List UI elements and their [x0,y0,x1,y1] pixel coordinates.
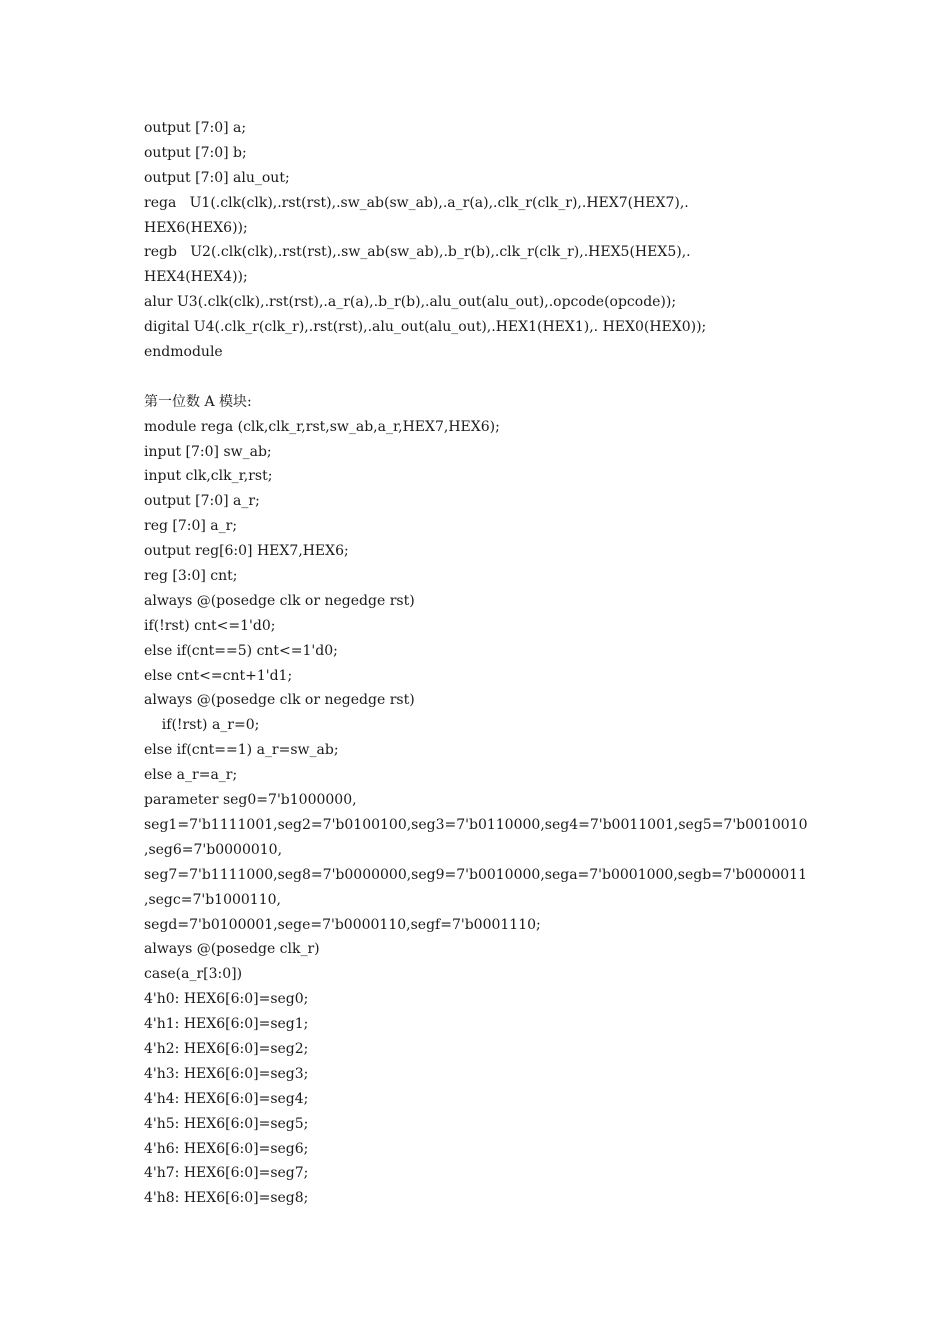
code-line: else if(cnt==5) cnt<=1'd0; [144,642,338,659]
code-line: HEX6(HEX6)); [144,219,248,236]
code-line: always @(posedge clk or negedge rst) [144,692,415,709]
code-line: output reg[6:0] HEX7,HEX6; [144,543,349,560]
code-line: reg [3:0] cnt; [144,568,238,585]
code-line: else cnt<=cnt+1'd1; [144,667,293,684]
code-line: seg7=7'b1111000,seg8=7'b0000000,seg9=7'b0010000,sega=7'b0001000,segb=7'b0000011 [144,866,807,883]
code-line: 4'h4: HEX6[6:0]=seg4; [144,1090,309,1107]
code-line: 4'h5: HEX6[6:0]=seg5; [144,1115,309,1132]
code-line: if(!rst) cnt<=1'd0; [144,617,276,634]
code-line: 第一位数 A 模块: [144,393,252,410]
code-line: always @(posedge clk or negedge rst) [144,592,415,609]
code-line [144,365,814,390]
code-line: seg1=7'b1111001,seg2=7'b0100100,seg3=7'b0110000,seg4=7'b0011001,seg5=7'b0010010 [144,816,808,833]
code-line: segd=7'b0100001,sege=7'b0000110,segf=7'b0001110; [144,916,541,933]
code-line: 4'h6: HEX6[6:0]=seg6; [144,1140,309,1157]
code-line: output [7:0] a_r; [144,493,260,510]
code-line: regb U2(.clk(clk),.rst(rst),.sw_ab(sw_ab),.b_r(b),.clk_r(clk_r),.HEX5(HEX5),. [144,244,691,261]
code-line: 4'h0: HEX6[6:0]=seg0; [144,991,309,1008]
code-line: digital U4(.clk_r(clk_r),.rst(rst),.alu_out(alu_out),.HEX1(HEX1),. HEX0(HEX0)); [144,319,707,336]
code-line: module rega (clk,clk_r,rst,sw_ab,a_r,HEX7,HEX6); [144,418,500,435]
code-line: else a_r=a_r; [144,767,238,784]
code-line: else if(cnt==1) a_r=sw_ab; [144,742,339,759]
code-line: case(a_r[3:0]) [144,966,243,983]
code-line: input clk,clk_r,rst; [144,468,273,485]
code-line: if(!rst) a_r=0; [144,717,260,734]
code-line: output [7:0] a; [144,120,247,136]
code-line: output [7:0] b; [144,144,247,161]
code-line: 4'h1: HEX6[6:0]=seg1; [144,1016,309,1033]
code-line: 4'h2: HEX6[6:0]=seg2; [144,1040,309,1057]
code-line: ,seg6=7'b0000010, [144,841,283,858]
code-line: ,segc=7'b1000110, [144,891,281,908]
code-line: alur U3(.clk(clk),.rst(rst),.a_r(a),.b_r(b),.alu_out(alu_out),.opcode(opcode)); [144,294,677,311]
code-line: always @(posedge clk_r) [144,941,320,958]
code-line: 4'h8: HEX6[6:0]=seg8; [144,1190,309,1207]
code-line: rega U1(.clk(clk),.rst(rst),.sw_ab(sw_ab),.a_r(a),.clk_r(clk_r),.HEX7(HEX7),. [144,194,689,211]
code-line: HEX4(HEX4)); [144,269,248,286]
code-listing [144,116,814,1211]
code-line: parameter seg0=7'b1000000, [144,792,357,809]
code-line: 4'h3: HEX6[6:0]=seg3; [144,1065,309,1082]
code-line: 4'h7: HEX6[6:0]=seg7; [144,1165,309,1182]
code-line: endmodule [144,344,223,361]
code-line: output [7:0] alu_out; [144,169,290,186]
code-line: input [7:0] sw_ab; [144,443,272,460]
code-line: reg [7:0] a_r; [144,518,238,535]
